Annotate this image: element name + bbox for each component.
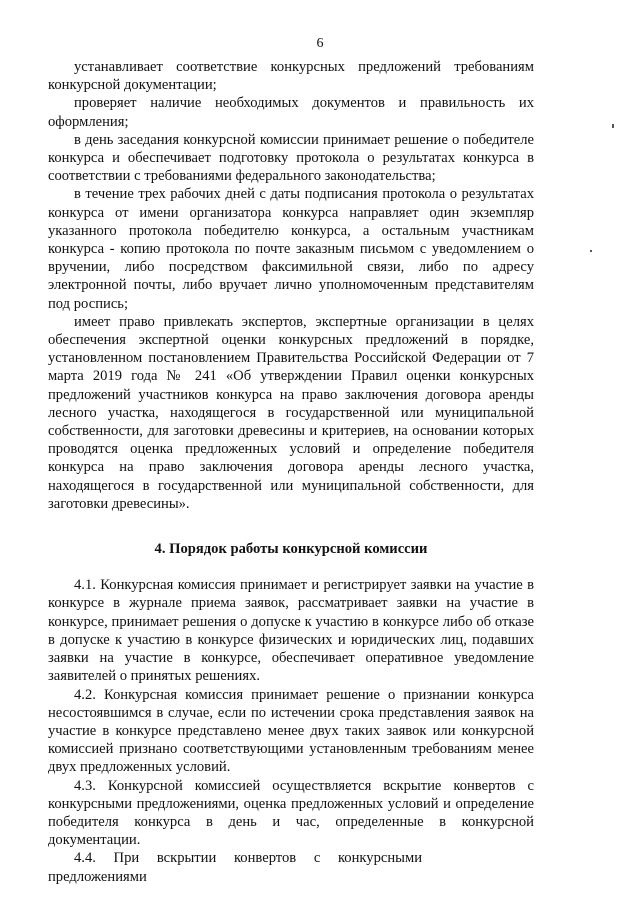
paragraph-documents-check: проверяет наличие необходимых документов и правильность их оформления; (48, 95, 534, 130)
paragraph-4-4: 4.4. При вскрытии конвертов с конкурсными предложениями (48, 850, 423, 885)
page-number: 6 (316, 36, 324, 51)
paragraph-compliance: устанавливает соответствие конкурсных предложений требованиям конкурсной документации; (48, 59, 534, 94)
paragraph-4-1: 4.1. Конкурсная комиссия принимает и регистрирует заявки на участие в конкурсе в журнале приема заявок, рассматривает заявки на участие в конкурсе, принимает решения о допуске к участию в конкурсе либо об отказе в допуске к участию в конкурсе физических и юридических лиц, подавших заявки на участие в конкурсе, обеспечивает оперативное уведомление заявителей о принятых решениях. (48, 577, 534, 685)
paragraph-winner-decision: в день заседания конкурсной комиссии принимает решение о победителе конкурса и обеспечивает подготовку протокола о результатах конкурса в соответствии с требованиями федерального законодательства; (48, 131, 534, 185)
scan-mark (612, 124, 614, 128)
paragraph-4-3: 4.3. Конкурсной комиссией осуществляется вскрытие конвертов с конкурсными предложениями, оценка предложенных условий и определение победителя конкурса в день и час, определенные в конкурсной документации. (48, 777, 534, 849)
spacer (48, 513, 534, 540)
paragraph-experts: имеет право привлекать экспертов, экспертные организации в целях обеспечения экспертной оценки конкурсных предложений в порядке, установленном постановлением Правительства Российской Федерации от 7 марта 2019 года № 241 «Об утверждении Правил оценки конкурсных предложений участников конкурса на право заключения договора аренды лесного участка, находящегося в государственной или муниципальной собственности, для заготовки древесины и критериев, на основании которых проводятся оценка предложенных условий и определение победителя конкурса на право заключения договора аренды лесного участка, находящегося в государственной или муниципальной собственности, для заготовки древесины». (48, 313, 534, 512)
scan-mark (590, 250, 592, 252)
paragraph-protocol-distribution: в течение трех рабочих дней с даты подписания протокола о результатах конкурса от имени организатора конкурса направляет один экземпляр указанного протокола победителю конкурса, а остальным участникам конкурса - копию протокола по почте заказным письмом с уведомлением о вручении, либо посредством факсимильной связи, либо по адресу электронной почты, либо вручает лично уполномоченным представителям под роспись; (48, 186, 534, 312)
paragraph-4-2: 4.2. Конкурсная комиссия принимает решение о признании конкурса несостоявшимся в случае, если по истечении срока представления заявок на участие в конкурсе представлено менее двух таких заявок или конкурсной комиссией признано соответствующими установленным требованиям менее двух предложенных условий. (48, 686, 534, 776)
document-body (48, 58, 534, 886)
section-heading: 4. Порядок работы конкурсной комиссии (154, 541, 428, 558)
spacer (48, 558, 534, 576)
